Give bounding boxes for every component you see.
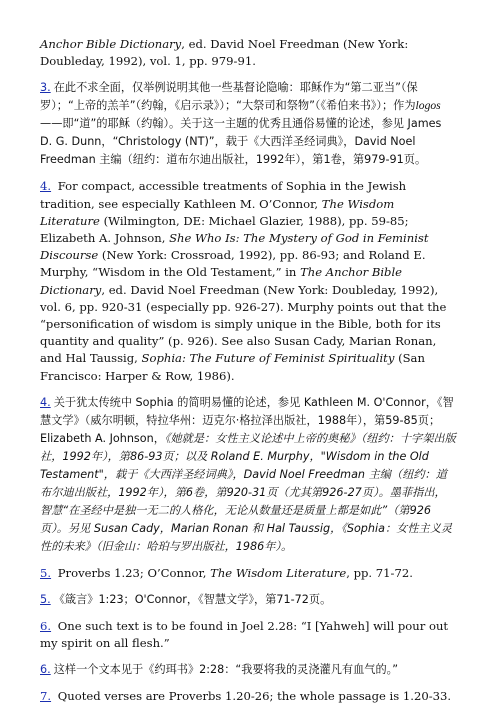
note-text-italic: logos bbox=[415, 99, 441, 113]
footnote-link-6[interactable]: 6. bbox=[40, 619, 52, 634]
footnote-link-7[interactable]: 7. bbox=[40, 689, 52, 704]
note-text: (Wilmington, DE: Michael Glazier, 1988), pp. 59-85; Elizabeth A. Johnson, bbox=[40, 213, 409, 246]
note-5-english bbox=[40, 565, 456, 582]
footnote-link-4-zh[interactable]: 4. bbox=[40, 395, 51, 409]
note-4-chinese bbox=[40, 394, 456, 556]
note-text-italic: Sophia: The Future of Feminist Spirituality bbox=[141, 351, 395, 366]
note-3-chinese bbox=[40, 79, 456, 169]
footnote-link-5-zh[interactable]: 5. bbox=[40, 593, 51, 607]
footnote-link-6-zh[interactable]: 6. bbox=[40, 663, 51, 677]
note-text-italic: Anchor Bible Dictionary bbox=[40, 37, 182, 51]
note-text: 这样一个文本见于《约珥书》2:28：“我要将我的灵浇灌凡有血气的。” bbox=[53, 663, 399, 677]
note-text: , ed. David Noel Freedman (New York: Doubleday, 1992), vol. 1, pp. 979-91. bbox=[40, 37, 409, 69]
note-text: Quoted verses are Proverbs 1.20-26; the whole passage is 1.20-33. bbox=[54, 689, 452, 704]
note-text: ——即“道”的耶稣（约翰）。关于这一主题的优秀且通俗易懂的论述，参见 James D. G. Dunn，“Christology (NT)”，载于《大西洋圣经词典》，David Noel Freedman 主编（纽约：道布尔迪出版社，1992年），第1卷，第979-91页。 bbox=[40, 117, 442, 167]
note-text: For compact, accessible treatments of Sophia in the Jewish tradition, see especially Kathleen M. O’Connor, bbox=[40, 179, 407, 211]
note-text-italic: The Wisdom Literature bbox=[40, 196, 395, 228]
note-text-italic: The Wisdom Literature bbox=[210, 565, 347, 580]
note-5-chinese bbox=[40, 591, 456, 609]
note-text-italic: She Who Is: The Mystery of God in Feminist Discourse bbox=[40, 231, 429, 263]
note-text: , ed. David Noel Freedman (New York: Doubleday, 1992), vol. 6, pp. 920-31 (especially pp. 926-27). Murphy points out that the “personification of wisdom is simply unique in the Bible, both for its quantity and quality” (p. 926). See also Susan Cady, Marian Ronan, and Hal Taussig, bbox=[40, 282, 447, 366]
note-text: 关于犹太传统中 Sophia 的简明易懂的论述，参见 Kathleen M. O'Connor，《智慧文学》（威尔明顿，特拉华州：迈克尔·格拉泽出版社，1988年），第59-85页；Elizabeth A. Johnson， bbox=[40, 395, 454, 445]
note-6-english bbox=[40, 618, 456, 652]
note-continuation bbox=[40, 36, 456, 70]
note-text: , pp. 71-72. bbox=[346, 565, 413, 580]
note-text: (New York: Crossroad, 1992), pp. 86-93; and Roland E. Murphy, “Wisdom in the Old Testament,” in bbox=[40, 248, 426, 280]
footnote-link-4[interactable]: 4. bbox=[40, 179, 52, 194]
note-text-italic: The Anchor Bible Dictionary bbox=[40, 265, 403, 297]
note-text: 《箴言》1:23；O'Connor，《智慧文学》，第71-72页。 bbox=[53, 593, 332, 607]
note-text: Proverbs 1.23; O’Connor, bbox=[54, 565, 211, 580]
footnote-link-3[interactable]: 3. bbox=[40, 81, 51, 95]
note-6-chinese bbox=[40, 661, 456, 679]
note-text-italic: 《她就是：女性主义论述中上帝的奥秘》（纽约：十字架出版社，1992年），第86-93页；以及 Roland E. Murphy，"Wisdom in the Old Testament"，载于《大西洋圣经词典》，David Noel Freedman 主编（纽约：道布尔迪出版社，1992年），第6卷，第920-31页（尤其第926-27页）。墨菲指出，智慧“在圣经中是独一无二的人格化，无论从数量还是质量上都是如此”（第926页）。另见 Susan Cady，Marian Ronan 和 Hal Taussig，《Sophia：女性主义灵性的未来》（旧金山：哈珀与罗出版社，1986年）。 bbox=[40, 431, 456, 553]
note-4-english bbox=[40, 178, 456, 384]
note-text: 在此不求全面，仅举例说明其他一些基督论隐喻：耶稣作为“第二亚当”（保罗）；“上帝的羔羊”（约翰，《启示录》）；“大祭司和祭物”（《希伯来书》）；作为 bbox=[40, 81, 418, 113]
note-7-english bbox=[40, 688, 456, 705]
note-text: (San Francisco: Harper & Row, 1986). bbox=[40, 351, 425, 383]
footnote-link-5[interactable]: 5. bbox=[40, 565, 52, 580]
note-text: One such text is to be found in Joel 2.28: “I [Yahweh] will pour out my spirit on all flesh.” bbox=[40, 619, 449, 651]
